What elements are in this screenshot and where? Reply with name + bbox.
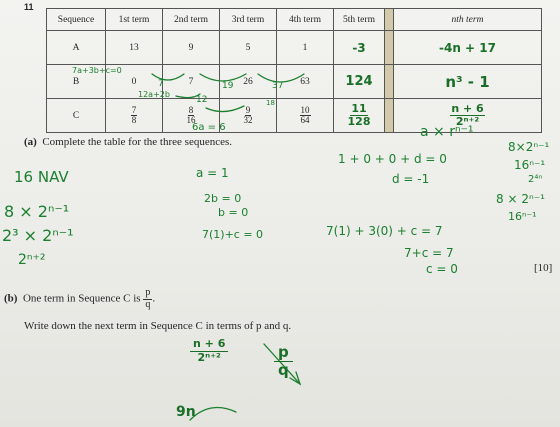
working-line: a × rⁿ⁻¹ <box>420 124 474 140</box>
row-b-term-1: 0 <box>106 65 163 99</box>
header-term-2: 2nd term <box>163 9 220 31</box>
denominator: 16 <box>186 115 196 125</box>
difference-arc <box>258 74 304 82</box>
answer-p-over-q <box>274 344 293 378</box>
row-a-term-3: 5 <box>220 31 277 65</box>
working-line: c = 0 <box>426 262 458 276</box>
scribble-mark <box>190 408 236 421</box>
working-line: 2ⁿ⁺² <box>18 252 46 268</box>
row-b-scribble: 7a+3b+c=0 <box>72 66 122 75</box>
denominator: 8 <box>131 115 137 125</box>
row-a-nth-answer: -4n + 17 <box>439 40 496 55</box>
row-b-term-5-answer: 124 <box>345 74 373 89</box>
part-b-label: (b) <box>4 292 18 305</box>
row-b-term-4: 63 <box>277 65 334 99</box>
working-line: 16ⁿ⁻¹ <box>508 210 537 223</box>
numerator: 9 <box>245 104 251 115</box>
part-a-marks: [10] <box>534 262 553 274</box>
second-diff-annotation: 18 <box>266 99 275 107</box>
working-line: 8 × 2ⁿ⁻¹ <box>496 192 545 206</box>
working-line: 8×2ⁿ⁻¹ <box>508 140 550 154</box>
diff-annotation: 7 <box>158 79 164 89</box>
row-a-term-5-answer: -3 <box>352 40 366 55</box>
working-line: 7+c = 7 <box>404 246 454 260</box>
question-number: 11 <box>24 2 34 12</box>
nth-term-label: nth term <box>451 14 484 25</box>
numerator: p <box>145 287 151 298</box>
header-term-1: 1st term <box>106 9 163 31</box>
working-line: d = -1 <box>392 172 430 186</box>
working-line: 2³ × 2ⁿ⁻¹ <box>2 226 74 245</box>
row-a-term-4: 1 <box>277 31 334 65</box>
numerator: n + 6 <box>190 338 228 352</box>
difference-arc <box>200 74 246 81</box>
header-term-3: 3rd term <box>220 9 277 31</box>
working-line: b = 0 <box>218 206 249 219</box>
six-a-annotation: 6a = 6 <box>192 122 226 133</box>
working-line: 1 + 0 + 0 + d = 0 <box>338 152 447 166</box>
part-a-question <box>24 136 232 148</box>
row-a-term-2: 9 <box>163 31 220 65</box>
numerator: n + 6 <box>451 102 484 116</box>
working-line: 16ⁿ⁻¹ <box>514 158 546 172</box>
row-b-label: B <box>47 65 106 99</box>
numerator: p <box>274 344 293 362</box>
part-b-text: One term in Sequence C is <box>22 292 141 305</box>
numerator: 8 <box>188 104 194 115</box>
part-b-instruction: Write down the next term in Sequence C in terms of p and q. <box>24 320 292 332</box>
working-line: 8 × 2ⁿ⁻¹ <box>4 202 70 221</box>
row-c-label: C <box>47 99 106 133</box>
working-line: 7(1) + 3(0) + c = 7 <box>326 224 443 238</box>
denominator: q <box>145 298 151 310</box>
row-b-term-2: 7 <box>163 65 220 99</box>
answer-fraction <box>190 338 228 364</box>
part-b-question: (b) One term in Sequence C is $\frac{p}{q}$ . <box>4 287 156 310</box>
working-line: 2⁴ⁿ <box>528 174 543 185</box>
part-a-label: (a) <box>24 136 37 148</box>
denominator: q <box>278 360 289 379</box>
diff-annotation: 37 <box>272 81 284 91</box>
difference-arc <box>176 94 200 98</box>
equation-annotation: 12a+2b <box>138 90 170 99</box>
working-line: 7(1)+c = 0 <box>202 228 264 241</box>
header-term-5: 5th term <box>334 9 385 31</box>
p-over-q-fraction <box>143 288 152 310</box>
denominator: 64 <box>300 115 310 125</box>
header-term-4: 4th term <box>277 9 334 31</box>
denominator: 128 <box>347 115 371 128</box>
part-a-text: Complete the table for the three sequences. <box>42 136 233 148</box>
working-line: 16 NAV <box>14 168 69 186</box>
numerator: 11 <box>351 102 367 116</box>
working-line: 2b = 0 <box>204 192 242 205</box>
numerator: 10 <box>300 104 310 115</box>
difference-arc <box>206 106 244 112</box>
difference-arc <box>152 74 184 80</box>
row-a-term-1: 13 <box>106 31 163 65</box>
denominator: 32 <box>243 115 253 125</box>
row-a-label: A <box>47 31 106 65</box>
denominator: 2ⁿ⁺² <box>455 115 480 128</box>
denominator: 2ⁿ⁺² <box>197 350 221 364</box>
working-line: a = 1 <box>196 166 229 180</box>
row-b-term-3: 26 <box>220 65 277 99</box>
row-b-nth-answer: n³ - 1 <box>445 72 490 91</box>
working-line: 9n <box>176 404 196 420</box>
numerator: 7 <box>131 104 137 115</box>
header-sequence: Sequence <box>47 9 106 31</box>
diff-annotation: 19 <box>222 81 234 91</box>
second-diff-annotation: 12 <box>196 95 208 105</box>
